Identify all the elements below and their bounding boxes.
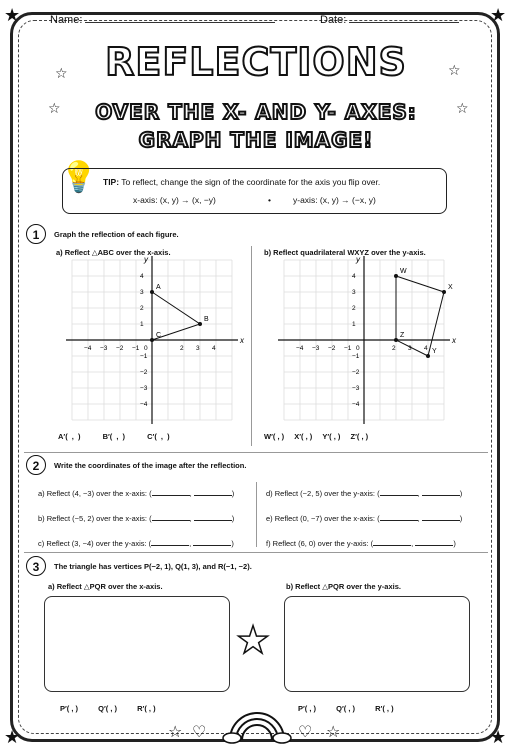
reflection-question: f) Reflect (6, 0) over the y-axis: ( , ) [266,539,456,548]
x-tick-label: −1 [344,345,352,352]
vertex-point [394,338,398,342]
section-number-3: 3 [26,556,46,576]
answer-r-prime: R′( , ) [137,704,156,713]
corner-star-icon: ★ [490,727,507,747]
graph-a-title: a) Reflect △ABC over the x-axis. [56,248,171,257]
graph-b[interactable] [272,255,456,418]
x-tick-label: 2 [392,345,396,352]
section-number-2: 2 [26,455,46,475]
answer-blank[interactable] [152,487,190,496]
answer-blank[interactable] [193,537,231,546]
heart-icon: ♡ [298,724,313,741]
answers-b [264,432,368,441]
date-field[interactable] [320,12,459,26]
y-axis-label: y [144,255,148,264]
y-tick-label: 4 [352,273,356,280]
y-tick-label: 2 [352,305,356,312]
question-text: c) Reflect (3, −4) over the y-axis: [38,539,147,548]
answer-blank[interactable] [380,487,418,496]
y-tick-label: 4 [140,273,144,280]
x-tick-label: −2 [116,345,124,352]
star-doodle-icon: ☆ [448,62,461,78]
tip-text: To reflect, change the sign of the coordinate for the axis you flip over. [121,177,381,187]
section2-left-column [38,487,234,562]
answer-blank[interactable] [422,487,460,496]
y-tick-label: 3 [140,289,144,296]
vertex-label: Z [400,332,405,339]
name-label: Name: [50,14,83,26]
question-text: f) Reflect (6, 0) over the y-axis: [266,539,369,548]
y-tick-label: 1 [352,321,356,328]
question-text: b) Reflect (−5, 2) over the x-axis: [38,514,147,523]
work-box-a[interactable] [44,596,230,692]
question-text: a) Reflect (4, −3) over the x-axis: [38,489,147,498]
x-tick-label: 2 [180,345,184,352]
rule-x: x-axis: (x, y) → (x, −y) [133,195,216,205]
star-doodle-icon: ☆ [168,724,183,741]
star-doodle-icon: ☆ [456,100,469,116]
y-tick-label: 3 [352,289,356,296]
answer-r-prime: R′( , ) [375,704,394,713]
answers-a [58,432,170,441]
answer-blank[interactable] [380,512,418,521]
reflection-question: c) Reflect (3, −4) over the y-axis: ( , ) [38,539,234,548]
answer-z-prime: Z′( , ) [350,432,369,441]
answer-blank[interactable] [151,537,189,546]
vertex-label: C [156,332,162,339]
vertex-point [198,322,202,326]
x-tick-label: −3 [312,345,320,352]
y-tick-label: −3 [352,385,360,392]
work-box-b[interactable] [284,596,470,692]
answer-p-prime: P′( , ) [60,704,79,713]
page-subtitle-1: OVER THE X- AND Y- AXES: [95,100,417,124]
y-tick-label: −1 [140,353,148,360]
section-number-1: 1 [26,224,46,244]
answer-blank[interactable] [422,512,460,521]
x-tick-label: 4 [424,345,428,352]
x-tick-label: −3 [100,345,108,352]
vertex-label: A [156,284,161,291]
answer-y-prime: Y′( , ) [322,432,341,441]
vertex-point [394,274,398,278]
answer-b-prime: B′( , ) [102,432,126,441]
section3-answers-b [298,704,394,713]
answer-blank[interactable] [373,537,411,546]
answer-q-prime: Q′( , ) [98,704,118,713]
y-tick-label: −1 [352,353,360,360]
answer-blank[interactable] [415,537,453,546]
x-tick-label: 3 [196,345,200,352]
question-text: d) Reflect (−2, 5) over the y-axis: [266,489,375,498]
figure-outline [396,276,444,356]
vertex-point [150,290,154,294]
section3-instruction: The triangle has vertices P(−2, 1), Q(1, 3), and R(−1, −2). [54,562,252,571]
rainbow-icon [222,706,292,742]
answer-blank[interactable] [194,512,232,521]
question-text: e) Reflect (0, −7) over the x-axis: [266,514,375,523]
origin-label: 0 [144,345,148,352]
section1-instruction: Graph the reflection of each figure. [54,230,179,239]
rule-y: y-axis: (x, y) → (−x, y) [293,195,376,205]
page-title: REFLECTIONS [105,40,407,84]
section2-divider [256,482,257,547]
page-subtitle-2: GRAPH THE IMAGE! [138,128,374,152]
answer-a-prime: A′( , ) [58,432,81,441]
smiling-star-icon: ★ [236,620,271,662]
x-axis-label: x [452,336,456,345]
answer-w-prime: W′( , ) [264,432,285,441]
x-tick-label: −2 [328,345,336,352]
corner-star-icon: ★ [4,727,21,747]
vertex-label: Y [432,348,437,355]
y-tick-label: 2 [140,305,144,312]
name-field[interactable] [50,12,275,26]
y-tick-label: −3 [140,385,148,392]
section3-answers-a [60,704,156,713]
answer-p-prime: P′( , ) [298,704,317,713]
star-doodle-icon: ☆ [48,100,61,116]
reflection-question: e) Reflect (0, −7) over the x-axis: ( , ) [266,514,463,523]
section2-right-column [266,487,462,562]
corner-star-icon: ★ [490,5,507,25]
x-axis-label: x [240,336,244,345]
divider [24,452,488,453]
date-label: Date: [320,14,347,26]
vertex-label: X [448,284,453,291]
x-tick-label: −1 [132,345,140,352]
y-tick-label: −2 [140,369,148,376]
section2-instruction: Write the coordinates of the image after the reflection. [54,461,247,470]
lightbulb-icon: 💡 [60,161,98,194]
vertex-point [442,290,446,294]
answer-blank[interactable] [194,487,232,496]
y-tick-label: −2 [352,369,360,376]
answer-c-prime: C′( , ) [147,432,170,441]
y-tick-label: 1 [140,321,144,328]
reflection-question: a) Reflect (4, −3) over the x-axis: ( , ) [38,489,235,498]
graph-b-title: b) Reflect quadrilateral WXYZ over the y-axis. [264,248,426,257]
star-doodle-icon: ☆ [326,724,341,741]
y-tick-label: −4 [140,401,148,408]
section3-b-title: b) Reflect △PQR over the y-axis. [286,582,401,591]
section3-a-title: a) Reflect △PQR over the x-axis. [48,582,163,591]
tip-box [62,168,447,214]
origin-label: 0 [356,345,360,352]
reflection-question: d) Reflect (−2, 5) over the y-axis: ( , ) [266,489,463,498]
vertex-point [426,354,430,358]
graph-a[interactable] [60,255,244,418]
vertex-point [150,338,154,342]
answer-q-prime: Q′( , ) [336,704,356,713]
star-doodle-icon: ☆ [55,65,68,81]
x-tick-label: −4 [296,345,304,352]
tip-label: TIP: [103,177,120,187]
y-tick-label: −4 [352,401,360,408]
bullet: • [268,195,271,205]
heart-icon: ♡ [192,724,207,741]
x-tick-label: 4 [212,345,216,352]
corner-star-icon: ★ [4,5,21,25]
divider [24,552,488,553]
answer-blank[interactable] [152,512,190,521]
y-axis-label: y [356,255,360,264]
vertex-label: B [204,316,209,323]
x-tick-label: 3 [408,345,412,352]
answer-x-prime: X′( , ) [294,432,313,441]
x-tick-label: −4 [84,345,92,352]
reflection-question: b) Reflect (−5, 2) over the x-axis: ( , ) [38,514,235,523]
section1-divider [251,246,252,446]
vertex-label: W [400,268,407,275]
